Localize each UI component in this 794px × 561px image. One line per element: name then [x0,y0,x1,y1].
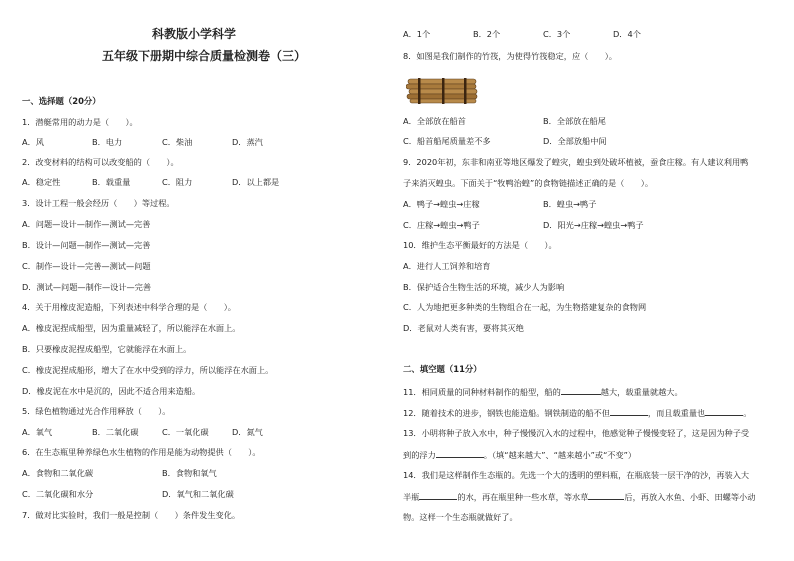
question-13-line1: 13．小明将种子放入水中，种子慢慢沉入水的过程中，他感觉种子慢慢变轻了，这是因为种子受 [403,428,750,438]
q12-text-b: ，而且载重量也 [647,408,706,418]
q3-option-c: C．制作—设计—完善—测试—问题 [22,261,151,271]
section-1-title: 一、选择题（20分） [22,96,101,106]
question-14-line3: 物。这样一个生态瓶就做好了。 [403,512,518,522]
q2-option-c: C．阻力 [162,177,193,187]
q5-option-d: D．氮气 [232,427,263,437]
q6-option-b: B．食物和氧气 [162,468,217,478]
q6-option-c: C．二氧化碳和水分 [22,489,94,499]
q13-text-c: 。（填“越来越大”、“越来越小”或“不变”） [483,450,637,460]
q6-option-d: D．氧气和二氧化碳 [162,489,234,499]
q2-option-a: A．稳定性 [22,177,61,187]
question-8: 8．如图是我们制作的竹筏，为使得竹筏稳定，应（ ）。 [403,51,617,61]
q8-option-c: C．船首船尾质量差不多 [403,136,491,146]
question-13-line2 [403,449,636,460]
bamboo-raft-image [406,75,480,105]
q3-option-d: D．测试—问题—制作—设计—完善 [22,282,152,292]
q9-option-c: C．庄稼→蝗虫→鸭子 [403,220,480,230]
q8-option-b: B．全部放在船尾 [543,116,606,126]
page-title-line2: 五年级下册期中综合质量检测卷（三） [102,49,307,63]
q11-text-a: 11．相同质量的同种材料制作的船型，船的 [403,387,561,397]
q9-option-b: B．蝗虫→鸭子 [543,199,597,209]
q3-option-b: B．设计—问题—制作—测试—完善 [22,240,151,250]
q1-option-c: C．柴油 [162,137,193,147]
q14-blank-1[interactable] [419,491,457,500]
q14-text-c: 的水，再在瓶里种一些水草，等水草 [457,492,589,502]
question-10: 10．维护生态平衡最好的方法是（ ）。 [403,240,557,250]
question-14-line1: 14．我们是这样制作生态瓶的。先选一个大的透明的塑料瓶，在瓶底装一层干净的沙，再装入大 [403,470,750,480]
question-3: 3．设计工程一般会经历（ ）等过程。 [22,198,175,208]
q14-text-b: 半瓶 [403,492,420,502]
q3-option-a: A．问题—设计—制作—测试—完善 [22,219,151,229]
q1-option-b: B．电力 [92,137,123,147]
q10-option-b: B．保护适合生物生活的环境，减少人为影响 [403,282,565,292]
question-5: 5．绿色植物通过光合作用释放（ ）。 [22,406,171,416]
question-9-line2: 子来消灭蝗虫。下面关于“牧鸭治蝗”的食物链描述正确的是（ ）。 [403,178,654,188]
q5-option-b: B．二氧化碳 [92,427,139,437]
page-title-line1: 科教版小学科学 [152,27,237,41]
question-9-line1: 9．2020年初，东非和南亚等地区爆发了蝗灾，蝗虫到处破坏植被，蚕食庄稼。有人建议利用鸭 [403,157,749,167]
q7-option-a: A．1个 [403,29,431,39]
q2-option-b: B．载重量 [92,177,131,187]
question-4: 4．关于用橡皮泥造船，下列表述中科学合理的是（ ）。 [22,302,236,312]
q12-text-c: 。 [743,408,752,418]
question-2: 2．改变材料的结构可以改变船的（ ）。 [22,157,179,167]
q12-text-a: 12．随着技术的进步，钢铁也能造船。钢铁制造的船不但 [403,408,610,418]
q7-option-c: C．3个 [543,29,571,39]
q8-option-a: A．全部放在船首 [403,116,466,126]
q7-option-d: D．4个 [613,29,641,39]
q1-option-a: A．风 [22,137,44,147]
question-14-line2 [403,491,755,502]
question-12 [403,407,751,418]
q12-blank-2[interactable] [705,407,743,416]
q5-option-c: C．一氧化碳 [162,427,209,437]
q10-option-c: C．人为地把更多种类的生物组合在一起，为生物搭建复杂的食物网 [403,302,647,312]
section-2-title: 二、填空题（11分） [403,364,482,374]
q1-option-d: D．蒸汽 [232,137,263,147]
question-1: 1．潜艇常用的动力是（ ）。 [22,117,138,127]
question-6: 6．在生态瓶里种养绿色水生植物的作用是能为动物提供（ ）。 [22,447,261,457]
q4-option-c: C．橡皮泥捏成船形，增大了在水中受到的浮力，所以能浮在水面上。 [22,365,274,375]
q9-option-d: D．阳光→庄稼→蝗虫→鸭子 [543,220,644,230]
q7-option-b: B．2个 [473,29,501,39]
q13-blank[interactable] [436,449,484,458]
question-7: 7．做对比实验时，我们一般是控制（ ）条件发生变化。 [22,510,241,520]
q4-option-d: D．橡皮泥在水中是沉的，因此不适合用来造船。 [22,386,201,396]
q13-text-b: 到的浮力 [403,450,436,460]
q2-option-d: D．以上都是 [232,177,280,187]
q11-blank[interactable] [561,386,601,395]
q6-option-a: A．食物和二氧化碳 [22,468,94,478]
q10-option-d: D．老鼠对人类有害，要将其灭绝 [403,323,524,333]
q12-blank-1[interactable] [610,407,648,416]
q8-option-d: D．全部放船中间 [543,136,607,146]
question-11 [403,386,683,397]
q10-option-a: A．进行人工饲养和培育 [403,261,491,271]
q14-blank-2[interactable] [588,491,624,500]
q9-option-a: A．鸭子→蝗虫→庄稼 [403,199,480,209]
q5-option-a: A．氧气 [22,427,53,437]
q14-text-d: 后，再放入水鱼、小虾、田螺等小动 [624,492,756,502]
q11-text-b: 越大，载重量就越大。 [600,387,683,397]
q4-option-a: A．橡皮泥捏成船型，因为重量减轻了，所以能浮在水面上。 [22,323,241,333]
q4-option-b: B．只要橡皮泥捏成船型，它就能浮在水面上。 [22,344,192,354]
